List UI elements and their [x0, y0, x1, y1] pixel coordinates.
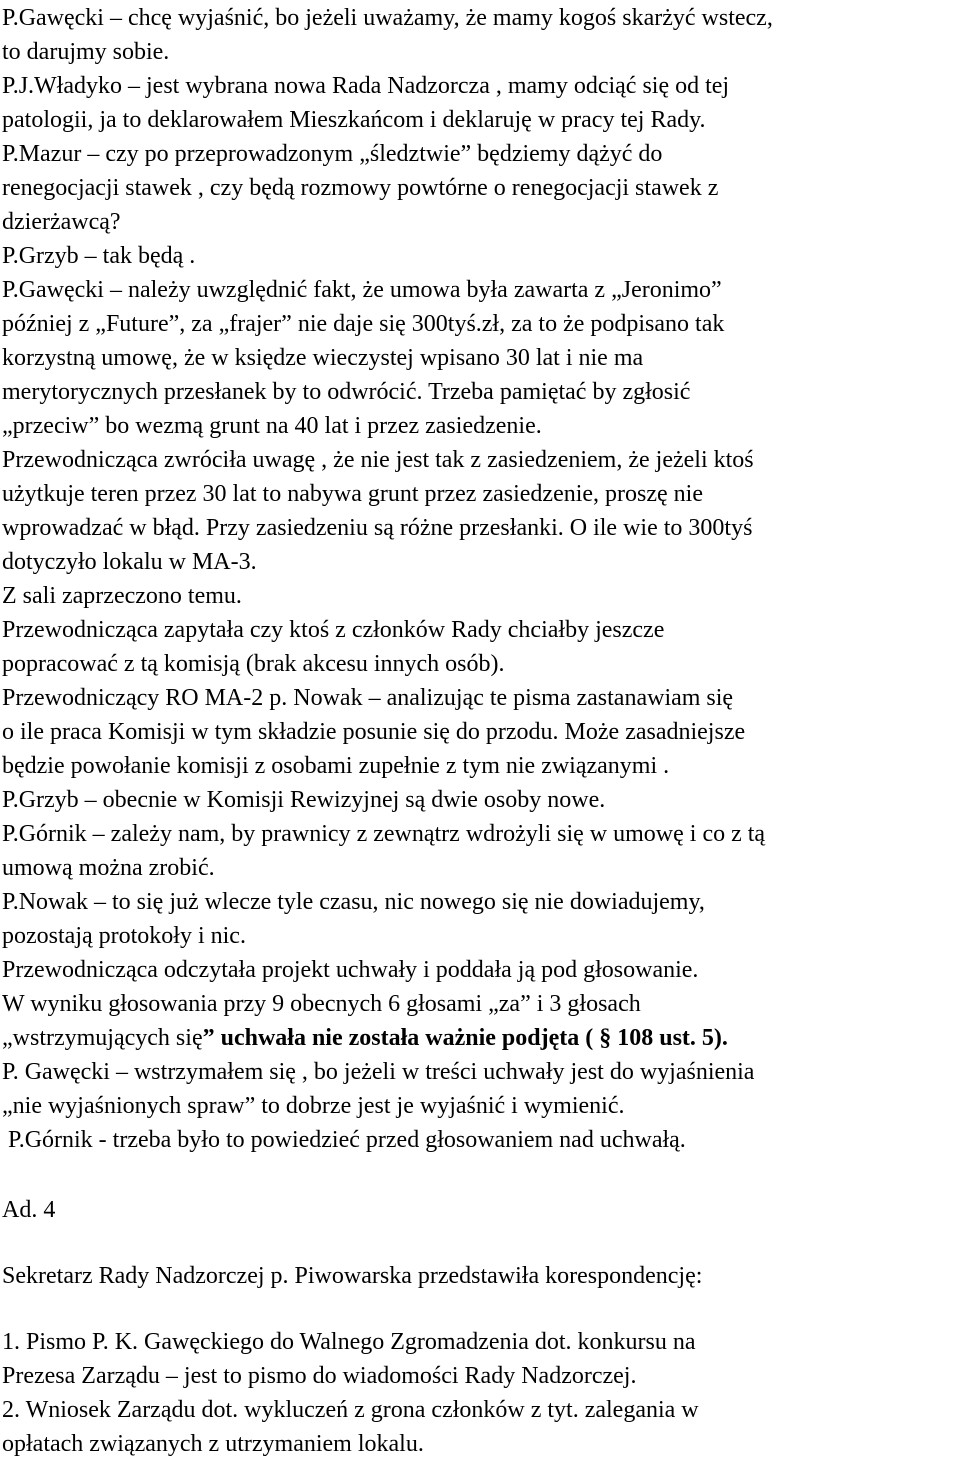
vote-result-prefix: „wstrzymujących się	[2, 1025, 203, 1051]
correspondence-list	[2, 1325, 960, 1461]
text-line: P.J.Władyko – jest wybrana nowa Rada Nadzorcza , mamy odciąć się od tej	[2, 73, 730, 99]
text-line: P.Mazur – czy po przeprowadzonym „śledztwie” będziemy dążyć do	[2, 141, 663, 167]
text-line: „przeciw” bo wezmą grunt na 40 lat i przez zasiedzenie.	[2, 413, 542, 439]
minutes-body	[2, 1, 960, 1157]
text-line: P.Gawęcki – należy uwzględnić fakt, że umowa była zawarta z „Jeronimo”	[2, 277, 722, 303]
spacer	[2, 1157, 960, 1193]
text-line: P.Górnik - trzeba było to powiedzieć przed głosowaniem nad uchwałą.	[2, 1127, 686, 1153]
text-line: Z sali zaprzeczono temu.	[2, 583, 242, 609]
list-item: Prezesa Zarządu – jest to pismo do wiadomości Rady Nadzorczej.	[2, 1363, 637, 1389]
document-page	[0, 1, 960, 1457]
text-line: będzie powołanie komisji z osobami zupełnie z tym nie związanymi .	[2, 753, 670, 779]
text-line: patologii, ja to deklarowałem Mieszkańcom i deklaruję w pracy tej Rady.	[2, 107, 706, 133]
text-line: „nie wyjaśnionych spraw” to dobrze jest je wyjaśnić i wymienić.	[2, 1093, 625, 1119]
text-line: P.Nowak – to się już wlecze tyle czasu, nic nowego się nie dowiadujemy,	[2, 889, 705, 915]
text-line: umową można zrobić.	[2, 855, 215, 881]
vote-result-bold: ” uchwała nie została ważnie podjęta ( § 108 ust. 5).	[202, 1025, 728, 1051]
spacer	[2, 1227, 960, 1259]
text-line: P.Grzyb – tak będą .	[2, 243, 196, 269]
text-line: korzystną umowę, że w księdze wieczystej wpisano 30 lat i nie ma	[2, 345, 644, 371]
spacer	[2, 1293, 960, 1325]
text-line: pozostają protokoły i nic.	[2, 923, 246, 949]
text-line: P.Gawęcki – chcę wyjaśnić, bo jeżeli uważamy, że mamy kogoś skarżyć wstecz,	[2, 5, 773, 31]
section-heading: Ad. 4	[2, 1197, 56, 1223]
text-line: użytkuje teren przez 30 lat to nabywa grunt przez zasiedzenie, proszę nie	[2, 481, 704, 507]
text-line: to darujmy sobie.	[2, 39, 170, 65]
secretary-line: Sekretarz Rady Nadzorczej p. Piwowarska przedstawiła korespondencję:	[2, 1263, 703, 1289]
text-line: dotyczyło lokalu w MA-3.	[2, 549, 257, 575]
text-line: renegocjacji stawek , czy będą rozmowy powtórne o renegocjacji stawek z	[2, 175, 719, 201]
vote-result-line	[2, 1021, 960, 1055]
text-line: Przewodnicząca odczytała projekt uchwały i poddała ją pod głosowanie.	[2, 957, 699, 983]
text-line: o ile praca Komisji w tym składzie posunie się do przodu. Może zasadniejsze	[2, 719, 746, 745]
text-line: dzierżawcą?	[2, 209, 121, 235]
text-line: Przewodnicząca zwróciła uwagę , że nie jest tak z zasiedzeniem, że jeżeli ktoś	[2, 447, 754, 473]
text-line: Przewodnicząca zapytała czy ktoś z członków Rady chciałby jeszcze	[2, 617, 665, 643]
list-item: 1. Pismo P. K. Gawęckiego do Walnego Zgromadzenia dot. konkursu na	[2, 1329, 696, 1355]
text-line: P.Górnik – zależy nam, by prawnicy z zewnątrz wdrożyli się w umowę i co z tą	[2, 821, 766, 847]
text-line: popracować z tą komisją (brak akcesu innych osób).	[2, 651, 505, 677]
text-line: W wyniku głosowania przy 9 obecnych 6 głosami „za” i 3 głosach	[2, 991, 641, 1017]
text-line: merytorycznych przesłanek by to odwrócić. Trzeba pamiętać by zgłosić	[2, 379, 691, 405]
text-line: P.Grzyb – obecnie w Komisji Rewizyjnej są dwie osoby nowe.	[2, 787, 606, 813]
list-item: opłatach związanych z utrzymaniem lokalu.	[2, 1431, 424, 1457]
text-line: P. Gawęcki – wstrzymałem się , bo jeżeli w treści uchwały jest do wyjaśnienia	[2, 1059, 755, 1085]
text-line: Przewodniczący RO MA-2 p. Nowak – analizując te pisma zastanawiam się	[2, 685, 734, 711]
list-item: 2. Wniosek Zarządu dot. wykluczeń z grona członków z tyt. zalegania w	[2, 1397, 699, 1423]
text-line: wprowadzać w błąd. Przy zasiedzeniu są różne przesłanki. O ile wie to 300tyś	[2, 515, 753, 541]
text-line: później z „Future”, za „frajer” nie daje się 300tyś.zł, za to że podpisano tak	[2, 311, 725, 337]
